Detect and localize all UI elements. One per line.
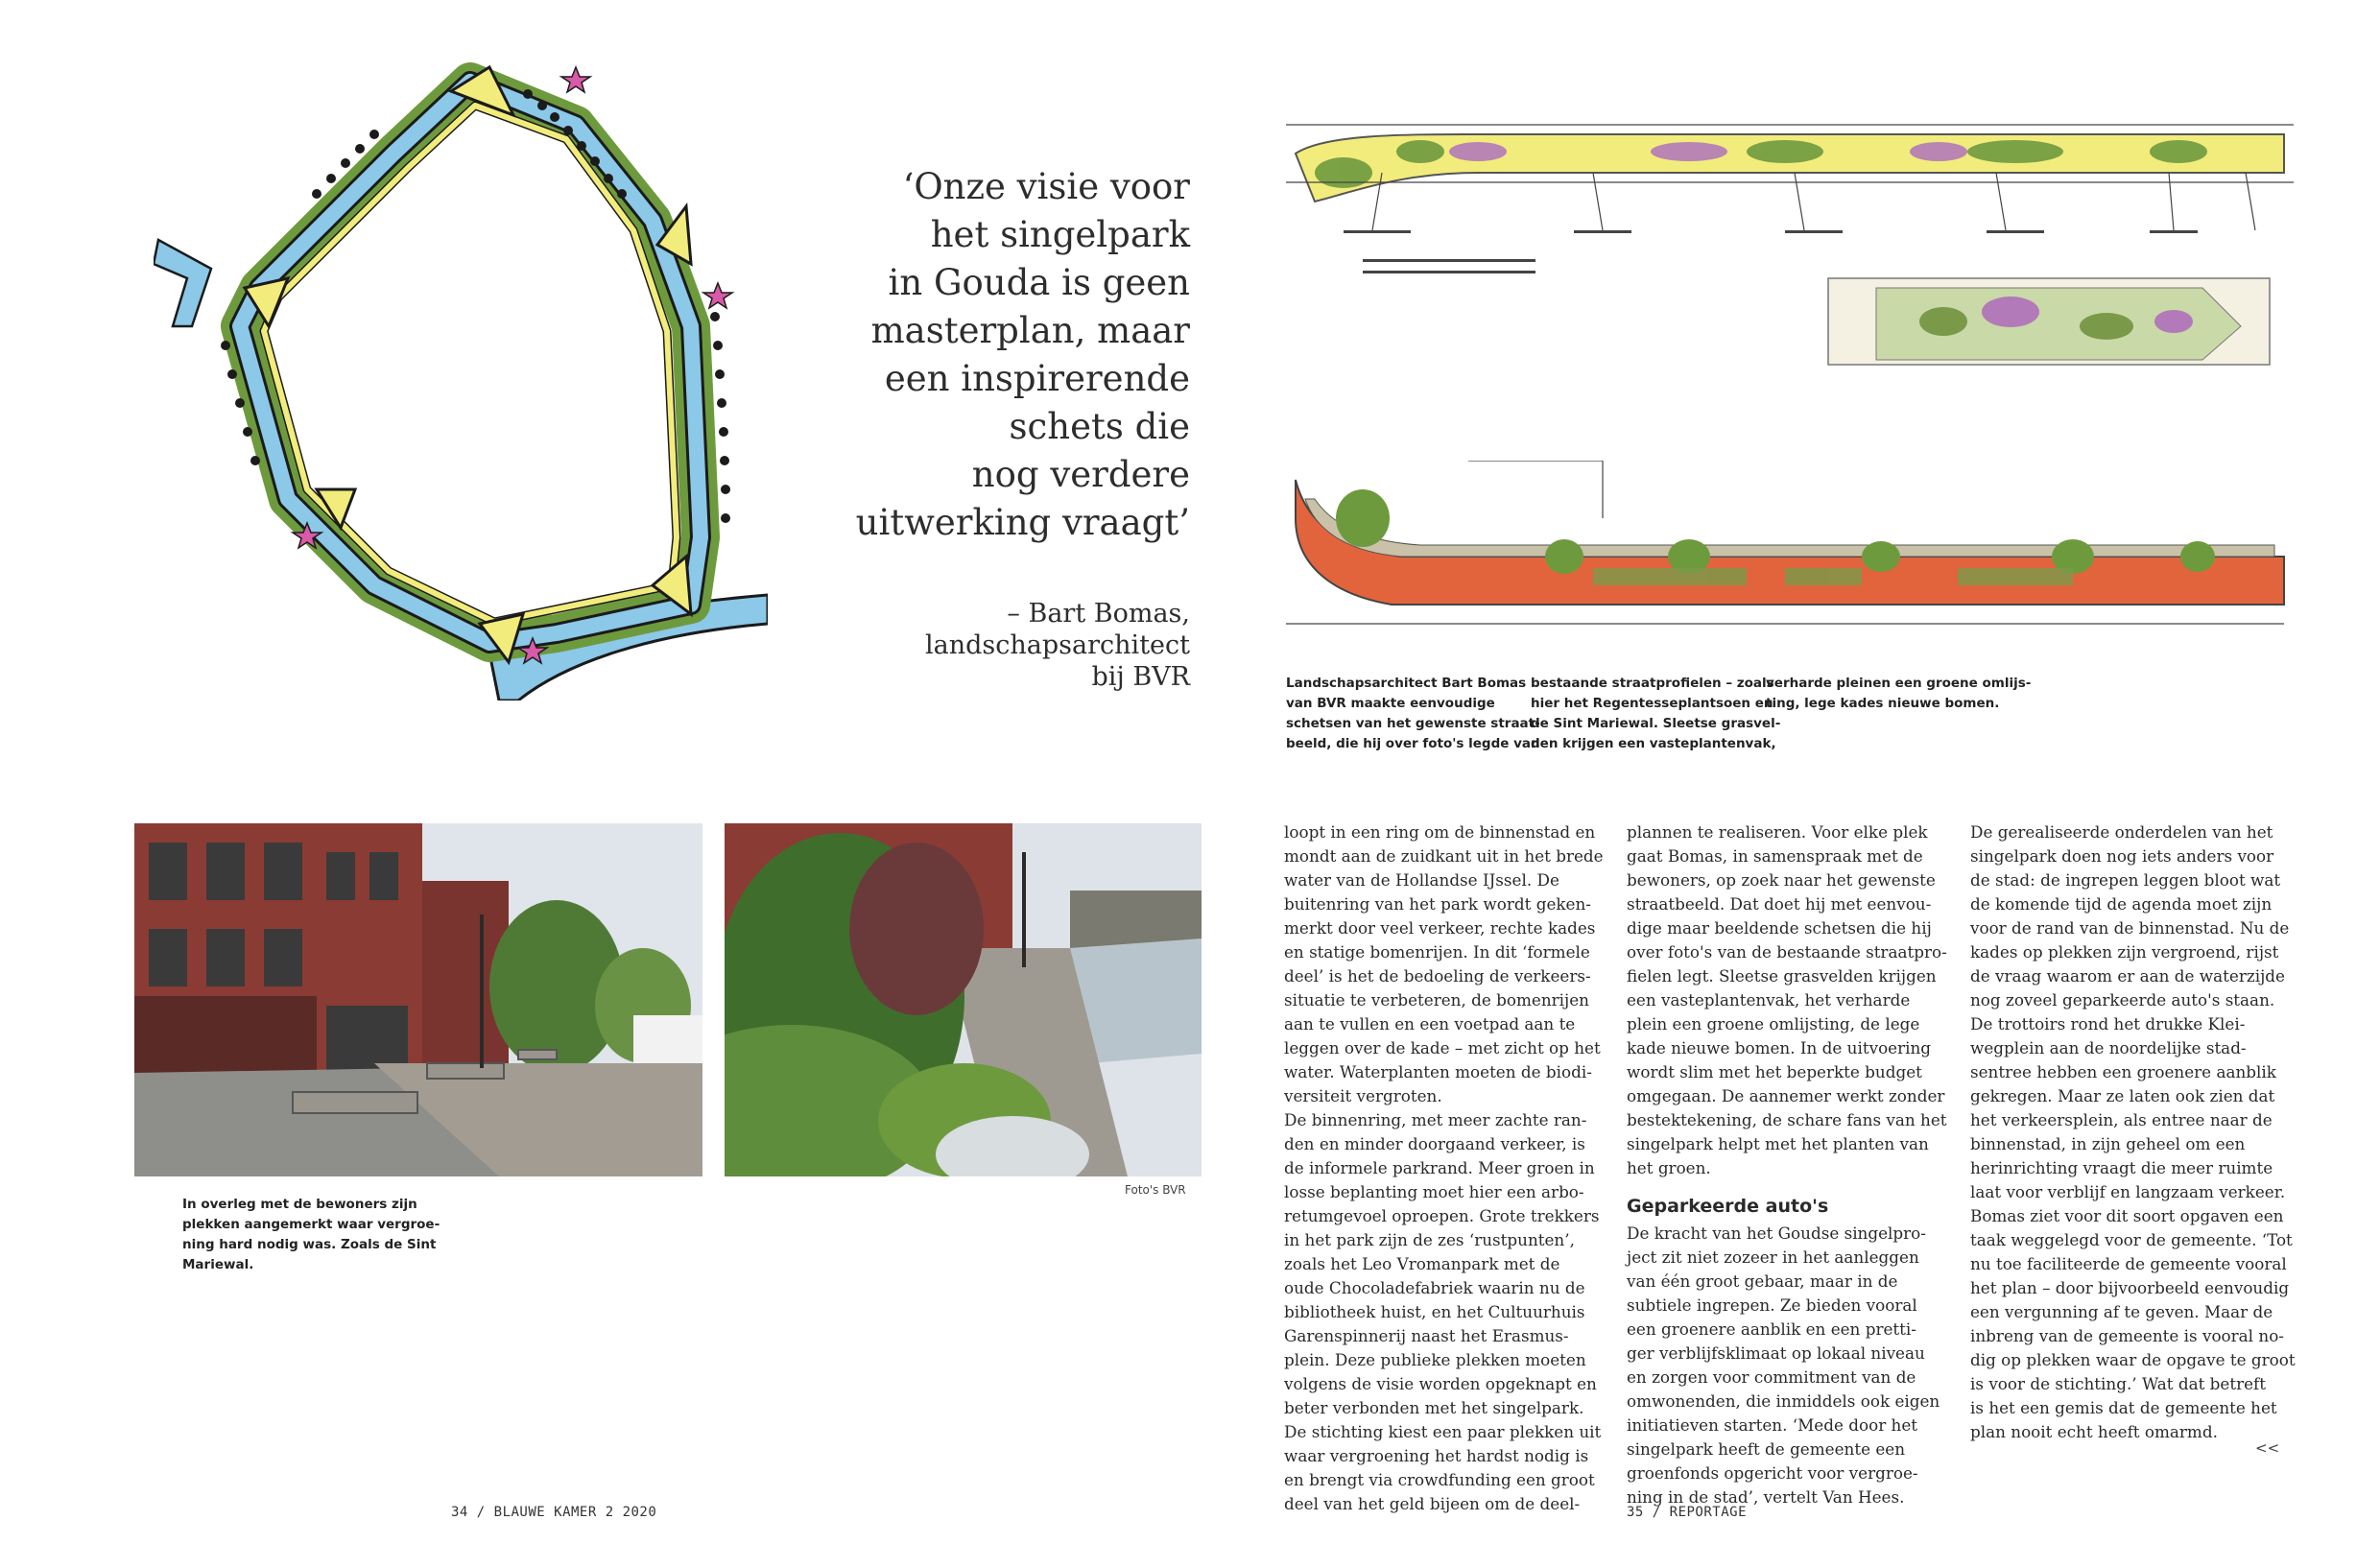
text-line: een groenere aanblik en een pretti- xyxy=(1627,1319,1916,1339)
text-line: zoals het Leo Vromanpark met de xyxy=(1284,1254,1560,1273)
text-line: situatie te verbeteren, de bomenrijen xyxy=(1284,990,1589,1010)
text-line: deel’ is het de bedoeling de verkeers- xyxy=(1284,966,1591,986)
sketch-caption-col1 xyxy=(1286,674,1540,754)
text-line: deel van het geld bijeen om de deel- xyxy=(1284,1494,1581,1513)
text-line: is het een gemis dat de gemeente het xyxy=(1970,1398,2277,1417)
text-line: de vraag waarom er aan de waterzijde xyxy=(1970,966,2285,986)
text-line: den en minder doorgaand verkeer, is xyxy=(1284,1134,1585,1153)
caption-line: plekken aangemerkt waar vergroe- xyxy=(182,1217,440,1232)
text-line: bibliotheek huist, en het Cultuurhuis xyxy=(1284,1302,1585,1321)
text-line: en zorgen voor commitment van de xyxy=(1627,1367,1916,1387)
text-line: plein. Deze publieke plekken moeten xyxy=(1284,1350,1586,1369)
text-line: herinrichting vraagt die meer ruimte xyxy=(1970,1158,2273,1177)
text-line: loopt in een ring om de binnenstad en xyxy=(1284,822,1596,842)
body-column-3 xyxy=(1970,820,2296,1444)
text-line: De binnenring, met meer zachte ran- xyxy=(1284,1110,1587,1129)
quote-line: nog verdere xyxy=(971,454,1190,495)
text-line: ger verblijfsklimaat op lokaal niveau xyxy=(1627,1343,1925,1363)
singelpark-ring-map xyxy=(154,38,768,701)
text-line: wegplein aan de noordelijke stad- xyxy=(1970,1038,2247,1057)
text-line: De gerealiseerde onderdelen van het xyxy=(1970,822,2273,842)
caption-line: den krijgen een vasteplantenvak, xyxy=(1531,736,1776,751)
text-line: van één groot gebaar, maar in de xyxy=(1627,1271,1898,1291)
photo-caption xyxy=(182,1195,440,1275)
text-line: bestektekening, de schare fans van het xyxy=(1627,1110,1947,1129)
text-line: nu toe faciliteerde de gemeente vooral xyxy=(1970,1254,2287,1273)
body-column-1 xyxy=(1284,820,1604,1516)
text-line: beter verbonden met het singelpark. xyxy=(1284,1398,1584,1417)
quote-line: het singelpark xyxy=(930,214,1190,255)
attribution-line: landschapsarchitect xyxy=(925,630,1190,660)
text-line: laat voor verblijf en langzaam verkeer. xyxy=(1970,1182,2286,1201)
text-line: waar vergroening het hardst nodig is xyxy=(1284,1446,1589,1465)
text-line: de informele parkrand. Meer groen in xyxy=(1284,1158,1595,1177)
text-line: het plan – door bijvoorbeeld eenvoudig xyxy=(1970,1278,2290,1297)
text-line: plannen te realiseren. Voor elke plek xyxy=(1627,822,1928,842)
text-line: water. Waterplanten moeten de biodi- xyxy=(1284,1062,1592,1081)
caption-line: Mariewal. xyxy=(182,1257,254,1272)
text-line: straatbeeld. Dat doet hij met eenvou- xyxy=(1627,894,1932,914)
caption-line: Landschapsarchitect Bart Bomas xyxy=(1286,676,1527,691)
text-line: sentree hebben een groenere aanblik xyxy=(1970,1062,2276,1081)
text-line: initiatieven starten. ‘Mede door het xyxy=(1627,1415,1918,1435)
text-line: groenfonds opgericht voor vergroe- xyxy=(1627,1463,1918,1483)
park-green-band xyxy=(240,82,701,643)
attribution-line: – Bart Bomas, xyxy=(1007,599,1190,629)
text-line: taak weggelegd voor de gemeente. ‘Tot xyxy=(1970,1230,2293,1249)
text-line: bewoners, op zoek naar het gewenste xyxy=(1627,870,1936,890)
photo-sint-mariewal-benches xyxy=(134,823,702,1176)
text-line: is voor de stichting.’ Wat dat betreft xyxy=(1970,1374,2266,1393)
text-line: Garenspinnerij naast het Erasmus- xyxy=(1284,1326,1569,1345)
text-line: oude Chocoladefabriek waarin nu de xyxy=(1284,1278,1585,1297)
text-line: voor de rand van de binnenstad. Nu de xyxy=(1970,918,2290,938)
text-line: gaat Bomas, in samenspraak met de xyxy=(1627,846,1923,866)
text-line: Bomas ziet voor dit soort opgaven een xyxy=(1970,1206,2284,1225)
quote-attribution xyxy=(845,598,1190,693)
sketch-caption-col2 xyxy=(1531,674,1780,754)
text-line: plein een groene omlijsting, de lege xyxy=(1627,1014,1920,1033)
text-line: dig op plekken waar de opgave te groot xyxy=(1970,1350,2296,1369)
text-line: water van de Hollandse IJssel. De xyxy=(1284,870,1559,890)
text-line: het verkeersplein, als entree naar de xyxy=(1970,1110,2273,1129)
text-line: buitenring van het park wordt geken- xyxy=(1284,894,1591,914)
pull-quote xyxy=(787,163,1190,547)
text-line: binnenstad, in zijn geheel om een xyxy=(1970,1134,2246,1153)
text-line: omgegaan. De aannemer werkt zonder xyxy=(1627,1086,1945,1105)
text-line: gekregen. Maar ze laten ook zien dat xyxy=(1970,1086,2275,1105)
caption-line: verharde pleinen een groene omlijs- xyxy=(1766,676,2032,691)
caption-line: schetsen van het gewenste straat- xyxy=(1286,716,1540,731)
text-line: en statige bomenrijen. In dit ‘formele xyxy=(1284,942,1590,962)
caption-line: bestaande straatprofielen – zoals xyxy=(1531,676,1774,691)
text-line: losse beplanting moet hier een arbo- xyxy=(1284,1182,1584,1201)
quote-line: een inspirerende xyxy=(884,358,1190,399)
text-line: de stad: de ingrepen leggen bloot wat xyxy=(1970,870,2281,890)
caption-line: ning hard nodig was. Zoals de Sint xyxy=(182,1237,437,1252)
folio-left: 34 / BLAUWE KAMER 2 2020 xyxy=(451,1505,657,1520)
text-line: fielen legt. Sleetse grasvelden krijgen xyxy=(1627,966,1937,986)
caption-line: van BVR maakte eenvoudige xyxy=(1286,696,1495,711)
text-line: inbreng van de gemeente is vooral no- xyxy=(1970,1326,2284,1345)
quote-line: uitwerking vraagt’ xyxy=(855,502,1190,543)
folio-right: 35 / REPORTAGE xyxy=(1627,1505,1748,1520)
quote-line: ‘Onze visie voor xyxy=(902,166,1190,207)
caption-line: In overleg met de bewoners zijn xyxy=(182,1197,417,1212)
caption-line: de Sint Mariewal. Sleetse grasvel- xyxy=(1531,716,1781,731)
text-line: nog zoveel geparkeerde auto's staan. xyxy=(1970,990,2275,1010)
quote-line: schets die xyxy=(1009,406,1190,447)
text-line: plan nooit echt heeft omarmd. xyxy=(1970,1422,2218,1441)
text-line: kade nieuwe bomen. In de uitvoering xyxy=(1627,1038,1932,1057)
body-column-2 xyxy=(1627,820,1947,1509)
right-page xyxy=(1190,0,2380,1544)
sketch-caption-col3 xyxy=(1766,674,2031,714)
text-line: ject zit niet zozeer in het aanleggen xyxy=(1627,1247,1919,1267)
quote-line: masterplan, maar xyxy=(870,310,1190,351)
text-line: in het park zijn de zes ‘rustpunten’, xyxy=(1284,1230,1575,1249)
attribution-line: bij BVR xyxy=(1091,662,1190,692)
text-line: het groen. xyxy=(1627,1158,1711,1177)
sketch-detail-plan xyxy=(1819,269,2279,384)
photo-planting-along-kade xyxy=(725,823,1202,1176)
text-line: singelpark doen nog iets anders voor xyxy=(1970,846,2274,866)
caption-line: ting, lege kades nieuwe bomen. xyxy=(1766,696,2000,711)
text-line: De stichting kiest een paar plekken uit xyxy=(1284,1422,1602,1441)
text-line: omwonenden, die inmiddels ook eigen xyxy=(1627,1391,1940,1411)
text-line: De kracht van het Goudse singelpro- xyxy=(1627,1223,1926,1243)
text-line: en brengt via crowdfunding een groot xyxy=(1284,1470,1595,1489)
text-line: volgens de visie worden opgeknapt en xyxy=(1284,1374,1597,1393)
caption-line: beeld, die hij over foto's legde van xyxy=(1286,736,1540,751)
text-line: dige maar beeldende schetsen die hij xyxy=(1627,918,1932,938)
sketch-street-plan-regentesseplantsoen xyxy=(1286,67,2303,288)
canal-west-water xyxy=(154,240,211,326)
text-line: een vasteplantenvak, het verharde xyxy=(1627,990,1911,1010)
text-line: subtiele ingrepen. Ze bieden vooral xyxy=(1627,1295,1917,1315)
text-line: leggen over de kade – met zicht op het xyxy=(1284,1038,1601,1057)
text-line: de komende tijd de agenda moet zijn xyxy=(1970,894,2273,914)
sketch-street-profile-sint-mariewal xyxy=(1286,461,2294,633)
text-line: singelpark heeft de gemeente een xyxy=(1627,1439,1906,1459)
text-line: een vergunning af te geven. Maar de xyxy=(1970,1302,2273,1321)
text-line: ning in de stad’, vertelt Van Hees. xyxy=(1627,1487,1905,1507)
quote-line: in Gouda is geen xyxy=(888,262,1190,303)
text-line: mondt aan de zuidkant uit in het brede xyxy=(1284,846,1604,866)
photo-credit: Foto's BVR xyxy=(1125,1183,1186,1197)
text-line: aan te vullen en een voetpad aan te xyxy=(1284,1014,1576,1033)
caption-line: hier het Regentesseplantsoen en xyxy=(1531,696,1773,711)
text-line: versiteit vergroten. xyxy=(1284,1086,1442,1105)
text-line: wordt slim met het beperkte budget xyxy=(1627,1062,1922,1081)
end-mark: << xyxy=(2255,1439,2280,1457)
text-line: singelpark helpt met het planten van xyxy=(1627,1134,1929,1153)
text-line: over foto's van de bestaande straatpro- xyxy=(1627,942,1947,962)
section-subhead: Geparkeerde auto's xyxy=(1627,1196,1829,1217)
text-line: De trottoirs rond het drukke Klei- xyxy=(1970,1014,2246,1033)
text-line: merkt door veel verkeer, rechte kades xyxy=(1284,918,1596,938)
text-line: kades op plekken zijn vergroend, rijst xyxy=(1970,942,2279,962)
text-line: retumgevoel oproepen. Grote trekkers xyxy=(1284,1206,1600,1225)
